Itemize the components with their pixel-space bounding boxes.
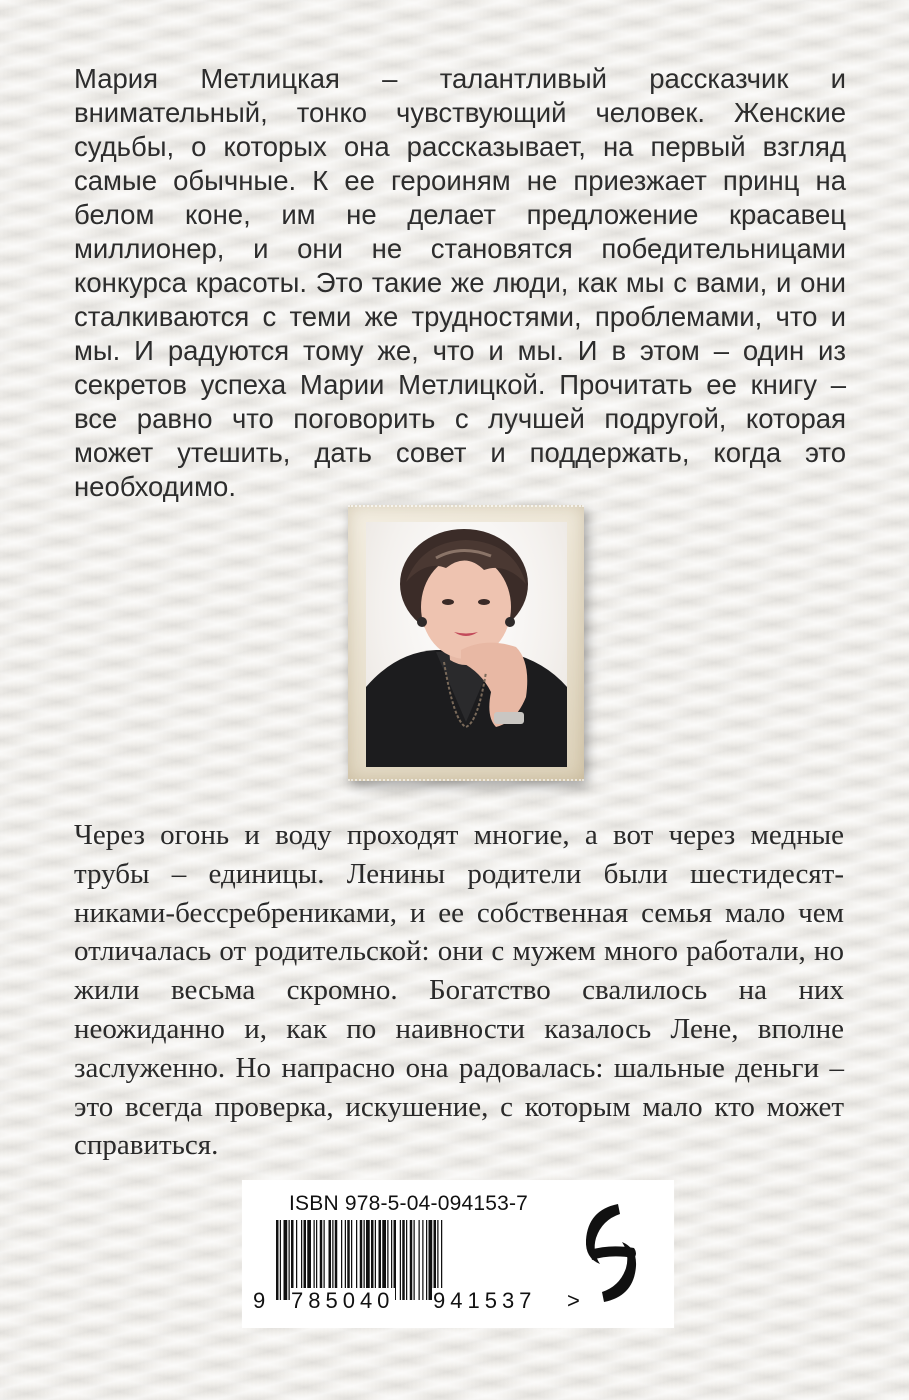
barcode-digits bbox=[252, 1288, 582, 1314]
barcode-digit-trail: > bbox=[567, 1288, 580, 1313]
eksmo-logo-icon bbox=[580, 1200, 642, 1306]
isbn-label: ISBN 978-5-04-094153-7 bbox=[289, 1192, 529, 1215]
barcode-digits-right: 941537 bbox=[433, 1288, 537, 1313]
book-synopsis: Через огонь и воду проходят многие, а вот через медные трубы – единицы. Ленины родители были шестидесятниками-бессребрениками, и ее собственная семья мало чем отличалась от родительской: они с мужем много работали, но жили весьма скромно. Богатство свалилось на них неожиданно и, как по наивности казалось Лене, вполне заслуженно. Но напрасно она радовалась: шальные деньги – это всегда проверка, искушение, с которым мало кто может справиться. bbox=[74, 819, 844, 1162]
author-annotation: Мария Метлицкая – талантливый рассказчик и внимательный, тонко чувствующий человек. Женские судьбы, о которых она рассказывает, на первый взгляд самые обычные. К ее героиням не приезжает принц на белом коне, им не делает предложение красавец миллионер, и они не становятся победительницами конкурса красоты. Это такие же люди, как мы с вами, и они сталкиваются с теми же трудностями, проблемами, что и мы. И радуются тому же, что и мы. И в этом – один из секретов успеха Марии Метлицкой. Прочитать ее книгу – все равно что поговорить с лучшей подругой, которая может утешить, дать совет и поддержать, когда это необходимо. bbox=[74, 63, 846, 502]
barcode-digit-lead: 9 bbox=[253, 1288, 266, 1313]
author-photo bbox=[366, 522, 567, 767]
barcode-digits-left: 785040 bbox=[291, 1288, 395, 1313]
author-photo-frame bbox=[348, 505, 584, 781]
